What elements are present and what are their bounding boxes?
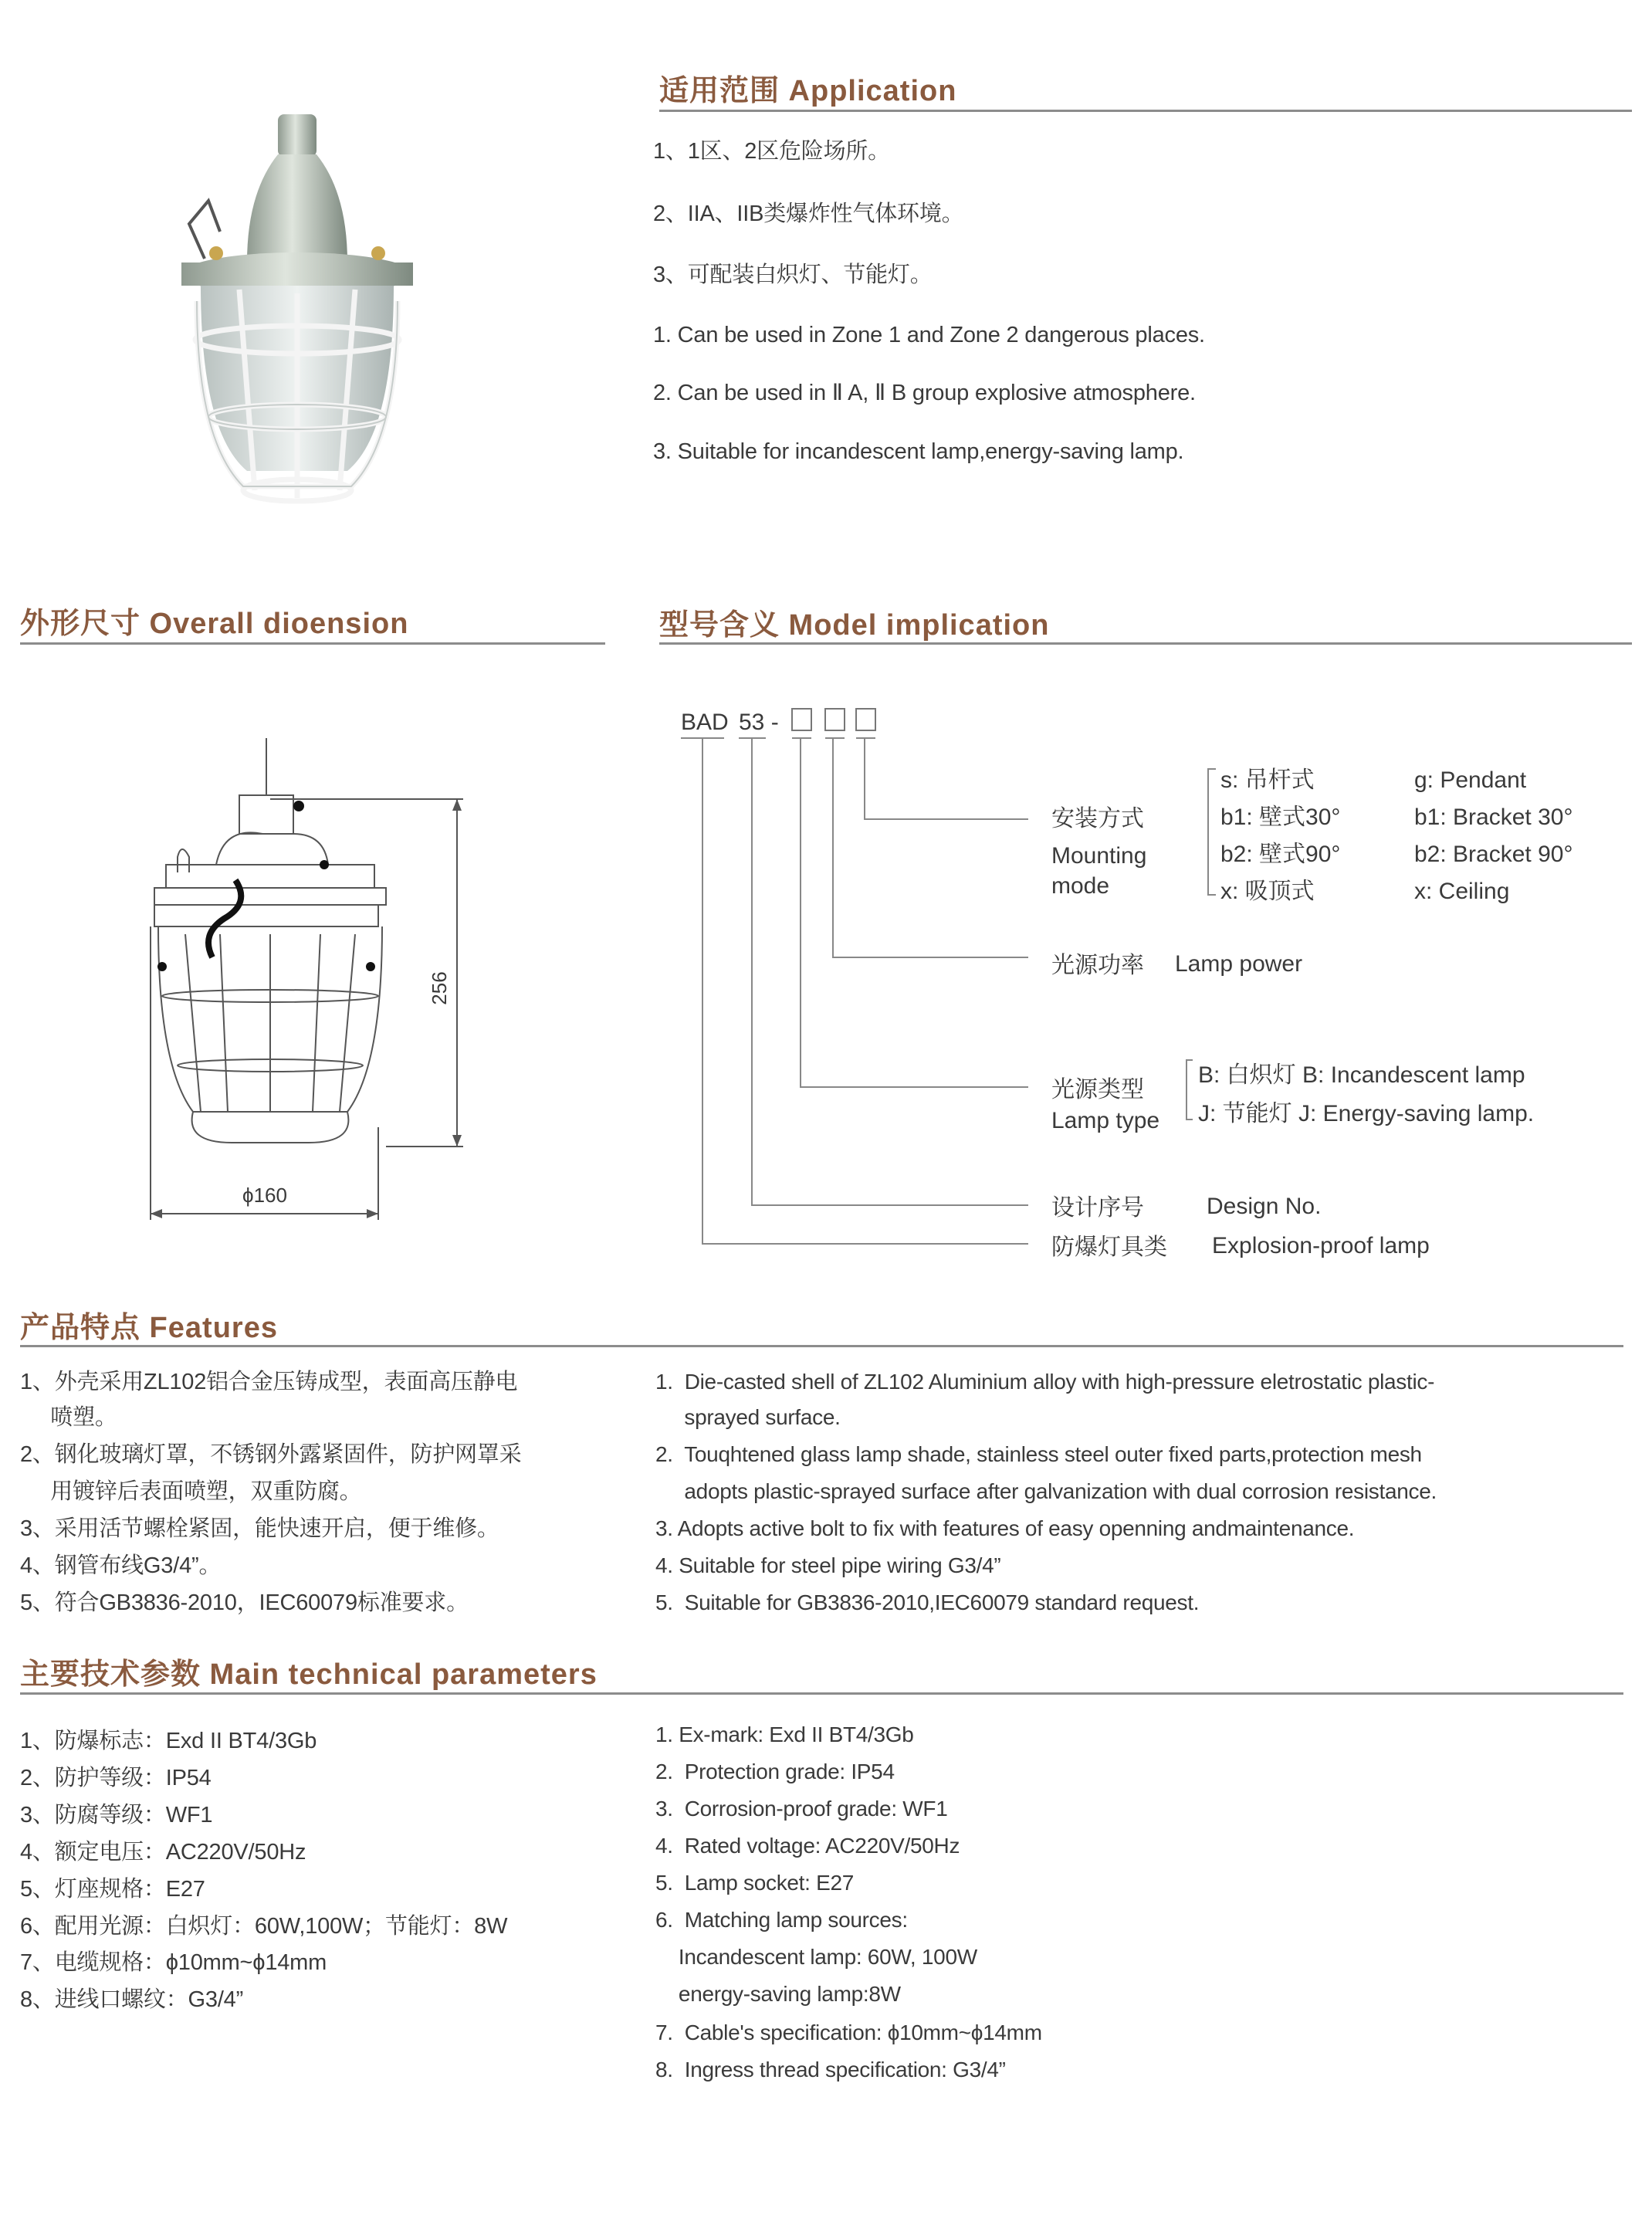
feature-item-cn: 1、外壳采用ZL102铝合金压铸成型，表面高压静电 (20, 1370, 518, 1394)
feature-item-cn: 3、采用活节螺栓紧固，能快速开启，便于维修。 (20, 1516, 499, 1541)
parameter-item-cn: 6、配用光源：白炽灯：60W,100W；节能灯：8W (20, 1914, 508, 1939)
application-item: 2、IIA、IIB类爆炸性气体环境。 (653, 202, 964, 226)
category-label-en: Explosion-proof lamp (1212, 1233, 1430, 1258)
parameter-item-cn: 7、电缆规格：ϕ10mm~ϕ14mm (20, 1950, 327, 1975)
feature-item-cn: 2、钢化玻璃灯罩，不锈钢外露紧固件，防护网罩采 (20, 1442, 522, 1467)
height-dimension-label: 256 (428, 971, 451, 1005)
mounting-option-en: g: Pendant (1414, 767, 1527, 793)
application-item: 1、1区、2区危险场所。 (653, 139, 890, 164)
application-heading: 适用范围 Application (659, 75, 957, 107)
dimension-divider (20, 642, 605, 645)
feature-item-cn: 4、钢管布线G3/4”。 (20, 1553, 222, 1578)
lamp-type-label-en: Lamp type (1051, 1108, 1160, 1133)
parameter-item-en: energy-saving lamp:8W (655, 1982, 901, 2006)
application-divider (659, 110, 1632, 112)
parameter-item-en: 4. Rated voltage: AC220V/50Hz (655, 1834, 960, 1858)
feature-item-en: 2. Touqhtened glass lamp shade, stainless steel outer fixed parts,protection mesh (655, 1442, 1422, 1466)
feature-item-cn: 5、符合GB3836-2010，IEC60079标准要求。 (20, 1590, 469, 1615)
mounting-label-en-2: mode (1051, 873, 1110, 899)
code-series: 53 - (739, 710, 779, 735)
model-divider (659, 642, 1632, 645)
parameter-item-en: 8. Ingress thread specification: G3/4” (655, 2058, 1006, 2081)
parameter-item-cn: 5、灯座规格：E27 (20, 1877, 205, 1902)
application-item: 3、可配装白炽灯、节能灯。 (653, 263, 933, 287)
application-item: 2. Can be used in Ⅱ A, Ⅱ B group explosive atmosphere. (653, 381, 1196, 405)
power-label-en: Lamp power (1175, 951, 1303, 977)
parameter-item-en: 6. Matching lamp sources: (655, 1908, 908, 1932)
parameters-heading: 主要技术参数 Main technical parameters (20, 1658, 597, 1691)
feature-item-en: 1. Die-casted shell of ZL102 Aluminium alloy with high-pressure eletrostatic plastic- (655, 1370, 1435, 1394)
design-label-en: Design No. (1207, 1194, 1322, 1219)
feature-item-cn: 用镀锌后表面喷塑，双重防腐。 (20, 1479, 362, 1504)
code-prefix: BAD (681, 710, 729, 735)
power-label-cn: 光源功率 (1051, 953, 1144, 978)
parameter-item-en: 1. Ex-mark: Exd II BT4/3Gb (655, 1722, 914, 1746)
parameter-item-cn: 1、防爆标志：Exd II BT4/3Gb (20, 1729, 317, 1753)
parameter-item-cn: 8、进线口螺纹：G3/4” (20, 1987, 244, 2012)
feature-item-en: 4. Suitable for steel pipe wiring G3/4” (655, 1553, 1001, 1577)
feature-item-en: 5. Suitable for GB3836-2010,IEC60079 standard request. (655, 1590, 1200, 1614)
parameter-item-en: 5. Lamp socket: E27 (655, 1871, 855, 1895)
mounting-option-cn: x: 吸顶式 (1220, 879, 1315, 904)
parameter-item-en: 3. Corrosion-proof grade: WF1 (655, 1797, 948, 1821)
mounting-option-en: b2: Bracket 90° (1414, 842, 1573, 867)
lamp-type-option: B: 白炽灯 B: Incandescent lamp (1198, 1062, 1525, 1088)
diameter-dimension-label: ϕ160 (242, 1184, 287, 1207)
design-label-cn: 设计序号 (1051, 1195, 1144, 1221)
features-divider (20, 1345, 1623, 1347)
lamp-type-option: J: 节能灯 J: Energy-saving lamp. (1198, 1101, 1535, 1126)
application-item: 3. Suitable for incandescent lamp,energy-saving lamp. (653, 439, 1184, 464)
parameters-divider (20, 1692, 1623, 1695)
model-code-diagram (648, 679, 1652, 1282)
mounting-option-cn: s: 吊杆式 (1220, 767, 1315, 793)
mounting-label-en-1: Mounting (1051, 843, 1147, 869)
lamp-product-photo (170, 108, 448, 556)
parameter-item-cn: 3、防腐等级：WF1 (20, 1803, 213, 1827)
features-heading: 产品特点 Features (20, 1312, 278, 1344)
parameter-item-en: 7. Cable's specification: ϕ10mm~ϕ14mm (655, 2021, 1042, 2044)
lamp-type-label-cn: 光源类型 (1051, 1077, 1144, 1103)
feature-item-en: sprayed surface. (655, 1405, 841, 1429)
parameter-item-en: Incandescent lamp: 60W, 100W (655, 1945, 977, 1969)
parameter-item-en: 2. Protection grade: IP54 (655, 1760, 895, 1783)
mounting-option-cn: b2: 壁式90° (1220, 842, 1341, 867)
dimension-heading: 外形尺寸 Overall dioension (20, 608, 409, 640)
mounting-option-cn: b1: 壁式30° (1220, 804, 1341, 830)
model-heading: 型号含义 Model implication (659, 609, 1050, 642)
category-label-cn: 防爆灯具类 (1051, 1235, 1167, 1260)
feature-item-en: 3. Adopts active bolt to fix with features of easy openning andmaintenance. (655, 1516, 1355, 1540)
parameter-item-cn: 4、额定电压：AC220V/50Hz (20, 1840, 306, 1865)
mounting-option-en: x: Ceiling (1414, 879, 1510, 904)
dimension-drawing (139, 726, 479, 1228)
feature-item-cn: 喷塑。 (20, 1405, 117, 1430)
parameter-item-cn: 2、防护等级：IP54 (20, 1766, 212, 1790)
mounting-label-cn: 安装方式 (1051, 806, 1144, 832)
mounting-option-en: b1: Bracket 30° (1414, 804, 1573, 830)
application-item: 1. Can be used in Zone 1 and Zone 2 dangerous places. (653, 323, 1205, 347)
feature-item-en: adopts plastic-sprayed surface after galvanization with dual corrosion resistance. (655, 1479, 1437, 1503)
